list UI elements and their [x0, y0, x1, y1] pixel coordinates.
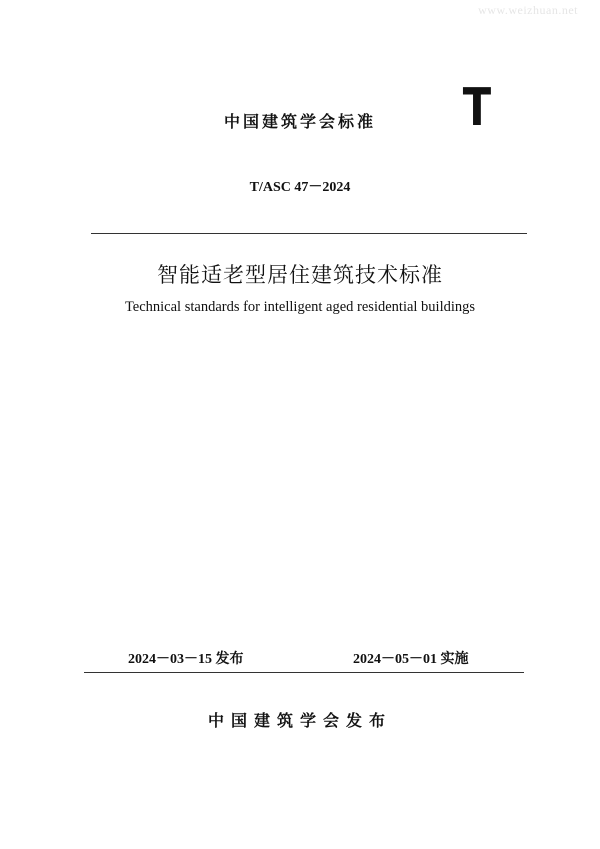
- publisher: 中国建筑学会发布: [207, 711, 392, 730]
- issue-date: 2024－03－15 发布: [128, 652, 244, 667]
- document-title-english: Technical standards for intelligent aged residential buildings: [124, 299, 476, 315]
- top-divider: [91, 233, 527, 234]
- watermark-text: www.weizhuan.net: [478, 3, 578, 17]
- standard-number: T/ASC 47－2024: [249, 180, 351, 195]
- implementation-date: 2024－05－01 实施: [353, 652, 469, 667]
- document-title-chinese: 智能适老型居住建筑技术标准: [157, 263, 443, 287]
- bottom-divider: [84, 672, 524, 673]
- standard-category-label: 中国建筑学会标准: [223, 112, 376, 131]
- standard-type-mark: T: [462, 78, 492, 138]
